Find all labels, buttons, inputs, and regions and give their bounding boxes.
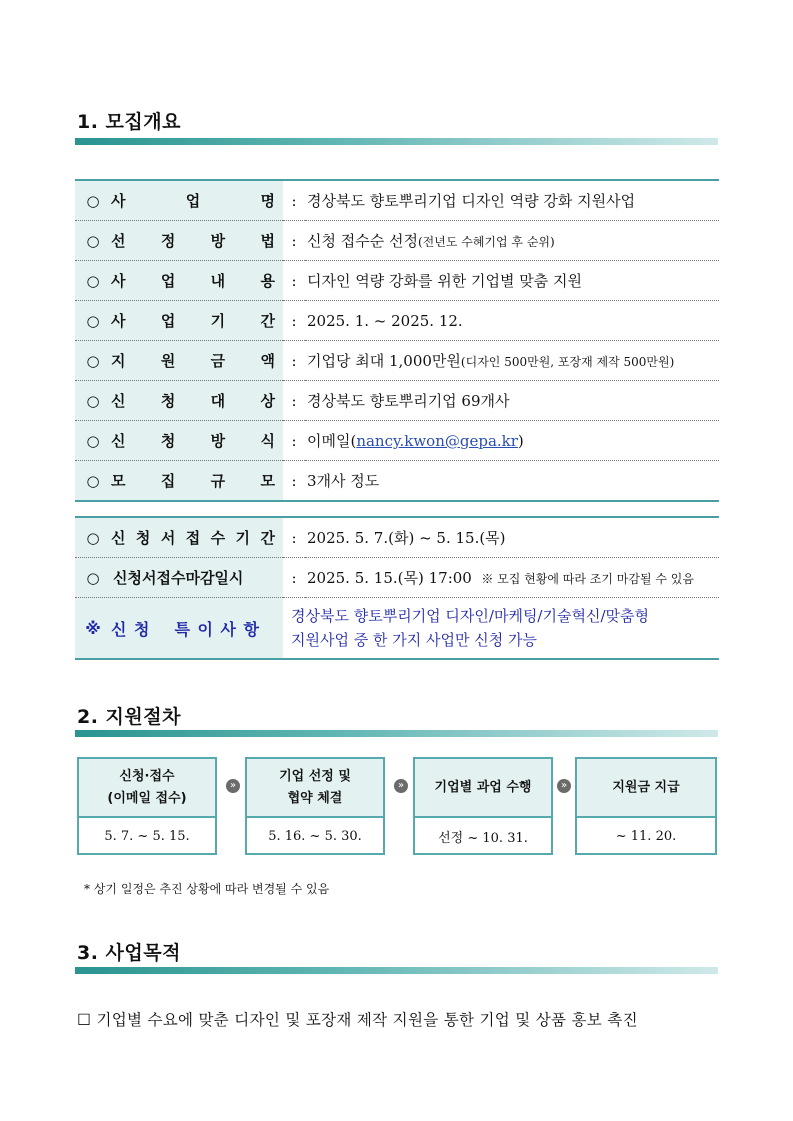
overview-table xyxy=(75,179,719,502)
bullet-icon: ○ xyxy=(86,231,100,250)
row-project-period: ○ 사 업 기 간 : 2025. 1. ~ 2025. 12. xyxy=(75,301,719,341)
row-application-deadline: ○ 신청서접수마감일시 : 2025. 5. 15.(목) 17:00 ※ 모집 현황에 따라 조기 마감될 수 있음 xyxy=(75,558,719,598)
chevron-right-icon: » xyxy=(394,779,408,793)
bullet-icon: ○ xyxy=(86,271,100,290)
process-step-select: 기업 선정 및 협약 체결 5. 16. ~ 5. 30. xyxy=(245,757,385,855)
schedule-footnote: * 상기 일정은 추진 상황에 따라 변경될 수 있음 xyxy=(84,882,330,896)
value-eligibility: 경상북도 향토뿌리기업 69개사 xyxy=(307,392,510,410)
value-application-deadline: 2025. 5. 15.(목) 17:00 ※ 모집 현황에 따라 조기 마감될 수 있음 xyxy=(307,569,694,587)
value-application-period: 2025. 5. 7.(화) ~ 5. 15.(목) xyxy=(307,529,506,547)
value-selection-method: 신청 접수순 선정(전년도 수혜기업 후 순위) xyxy=(307,232,555,250)
row-eligibility: ○ 신 청 대 상 : 경상북도 향토뿌리기업 69개사 xyxy=(75,381,719,421)
chevron-right-icon: » xyxy=(226,779,240,793)
value-project-name: 경상북도 향토뿌리기업 디자인 역량 강화 지원사업 xyxy=(307,192,636,210)
row-application-period: ○ 신 청 서 접 수 기 간 : 2025. 5. 7.(화) ~ 5. 15.(목) xyxy=(75,517,719,558)
bullet-icon: ○ xyxy=(86,471,100,490)
value-application-method: 이메일(nancy.kwon@gepa.kr) xyxy=(307,432,524,450)
row-support-amount: ○ 지 원 금 액 : 기업당 최대 1,000만원(디자인 500만원, 포장재 제작 500만원) xyxy=(75,341,719,381)
section-title-purpose: 3. 사업목적 xyxy=(77,942,181,964)
value-recruit-scale: 3개사 정도 xyxy=(307,472,380,490)
row-recruit-scale: ○ 모 집 규 모 : 3개사 정도 xyxy=(75,461,719,502)
process-step-apply: 신청·접수 (이메일 접수) 5. 7. ~ 5. 15. xyxy=(77,757,217,855)
value-project-period: 2025. 1. ~ 2025. 12. xyxy=(307,311,463,330)
application-table xyxy=(75,516,719,660)
chevron-right-icon: » xyxy=(557,779,571,793)
process-step-perform: 기업별 과업 수행 선정 ~ 10. 31. xyxy=(413,757,553,855)
email-link[interactable]: nancy.kwon@gepa.kr xyxy=(356,432,518,450)
purpose-statement: ☐ 기업별 수요에 맞춘 디자인 및 포장재 제작 지원을 통한 기업 및 상품 홍보 촉진 xyxy=(77,1011,638,1029)
section-title-bar xyxy=(75,138,718,145)
bullet-icon: ○ xyxy=(86,191,100,210)
bullet-icon: ○ xyxy=(86,568,100,587)
row-selection-method: ○ 선 정 방 법 : 신청 접수순 선정(전년도 수혜기업 후 순위) xyxy=(75,221,719,261)
checkbox-icon: ☐ xyxy=(77,1011,92,1029)
bullet-icon: ○ xyxy=(86,351,100,370)
row-application-method: ○ 신 청 방 식 : 이메일(nancy.kwon@gepa.kr) xyxy=(75,421,719,461)
row-project-content: ○ 사 업 내 용 : 디자인 역량 강화를 위한 기업별 맞춤 지원 xyxy=(75,261,719,301)
process-step-payment: 지원금 지급 ~ 11. 20. xyxy=(575,757,717,855)
reference-mark-icon: ※ xyxy=(85,618,101,638)
row-special-notes: ※ 신 청 특 이 사 항 경상북도 향토뿌리기업 디자인/마케팅/기술혁신/맞춤형 지원사업 중 한 가지 사업만 신청 가능 xyxy=(75,598,719,660)
bullet-icon: ○ xyxy=(86,311,100,330)
row-project-name: ○ 사 업 명 : 경상북도 향토뿌리기업 디자인 역량 강화 지원사업 xyxy=(75,180,719,221)
bullet-icon: ○ xyxy=(86,528,100,547)
bullet-icon: ○ xyxy=(86,391,100,410)
section-title-bar xyxy=(75,967,718,974)
bullet-icon: ○ xyxy=(86,431,100,450)
value-special-notes: 경상북도 향토뿌리기업 디자인/마케팅/기술혁신/맞춤형 지원사업 중 한 가지 사업만 신청 가능 xyxy=(291,607,649,649)
section-title-overview: 1. 모집개요 xyxy=(77,111,181,133)
section-title-process: 2. 지원절차 xyxy=(77,706,181,728)
section-title-bar xyxy=(75,730,718,737)
value-support-amount: 기업당 최대 1,000만원(디자인 500만원, 포장재 제작 500만원) xyxy=(307,352,675,370)
value-project-content: 디자인 역량 강화를 위한 기업별 맞춤 지원 xyxy=(307,272,582,290)
